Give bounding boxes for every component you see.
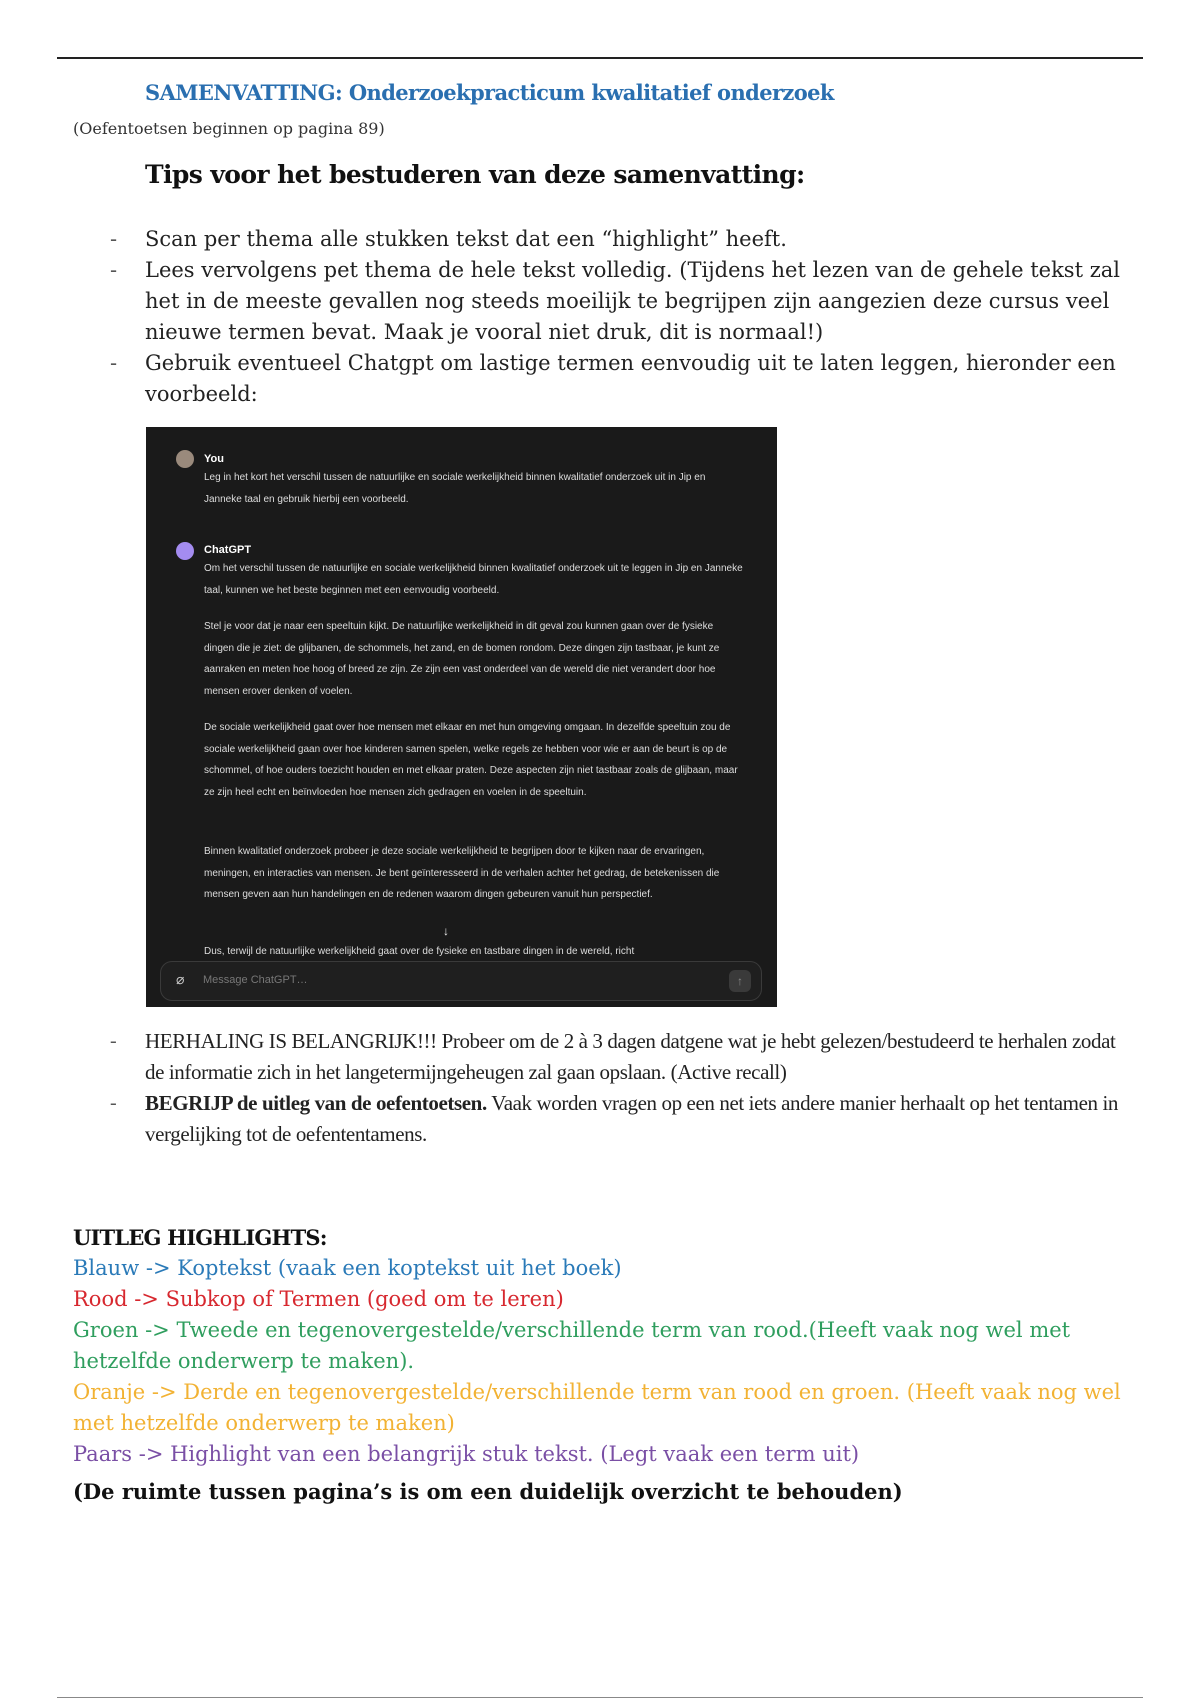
chatgpt-paragraph: Binnen kwalitatief onderzoek probeer je deze sociale werkelijkheid te begrijpen door te kijken naar de ervaringen, meningen, en interacties van mensen. Je bent geïnteresseerd in de verhalen achter het gedrag, de betekenissen die mensen geven aan hun handelingen en de redenen waarom dingen gebeuren vanuit hun perspectief. xyxy=(204,846,720,900)
legend-red: Rood -> Subkop of Termen (goed om te leren) xyxy=(73,1287,564,1311)
bullet-dash: - xyxy=(110,258,118,282)
tip-text: Lees vervolgens pet thema de hele tekst volledig. (Tijdens het lezen van de gehele tekst zal het in de meeste gevallen nog steeds moeilijk te begrijpen zijn aangezien deze cursus veel nieuwe termen bevat. Maak je vooral niet druk, dit is normaal!) xyxy=(145,258,1120,344)
bullet-dash: - xyxy=(110,1030,117,1052)
chatgpt-paragraph: Dus, terwijl de natuurlijke werkelijkheid gaat over de fysieke en tastbare dingen in de wereld, richt xyxy=(204,946,635,957)
chatgpt-paragraph: Om het verschil tussen de natuurlijke en sociale werkelijkheid binnen kwalitatief onderzoek uit te leggen in Jip en Janneke taal, kunnen we het beste beginnen met een eenvoudig voorbeeld. xyxy=(204,563,743,596)
tip-bold-text: BEGRIJP de uitleg van de oefentoetsen. xyxy=(145,1091,487,1115)
practice-test-note: (Oefentoetsen beginnen op pagina 89) xyxy=(73,119,385,138)
tip-item xyxy=(110,224,1135,255)
paperclip-icon[interactable]: ⌀ xyxy=(176,971,185,987)
tip-item xyxy=(110,1088,1135,1150)
legend-heading: UITLEG HIGHLIGHTS: xyxy=(73,1225,327,1250)
bullet-dash: - xyxy=(110,351,118,375)
bottom-rule xyxy=(57,1697,1143,1698)
chatgpt-paragraph: De sociale werkelijkheid gaat over hoe mensen met elkaar en met hun omgeving omgaan. In dezelfde speeltuin zou de sociale werkelijkheid gaan over hoe kinderen samen spelen, welke regels ze hebben voor wie er aan de beurt is op de schommel, of hoe ouders toezicht houden en met elkaar praten. Deze aspecten zijn niet tastbaar zoals de glijbaan, maar ze zijn heel echt en beïnvloeden hoe mensen zich gedragen en voelen in de speeltuin. xyxy=(204,722,738,798)
scroll-down-icon[interactable]: ↓ xyxy=(443,924,449,938)
tip-text: Gebruik eventueel Chatgpt om lastige termen eenvoudig uit te laten leggen, hieronder een voorbeeld: xyxy=(145,351,1116,406)
bullet-dash: - xyxy=(110,1092,117,1114)
tips-list-continued xyxy=(110,1026,1135,1150)
message-placeholder: Message ChatGPT… xyxy=(203,974,308,986)
chatgpt-paragraph: Stel je voor dat je naar een speeltuin kijkt. De natuurlijke werkelijkheid in dit geval zou kunnen gaan over de fysieke dingen die je ziet: de glijbanen, de schommels, het zand, en de bomen rondom. Deze dingen zijn tastbaar, je kunt ze aanraken en meten hoe hoog of breed ze zijn. Ze zijn een vast onderdeel van de wereld die niet verandert door hoe mensen erover denken of voelen. xyxy=(204,621,720,697)
legend-green: Groen -> Tweede en tegenovergestelde/verschillende term van rood.(Heeft vaak nog wel met hetzelfde onderwerp te maken). xyxy=(73,1318,1071,1373)
highlight-legend xyxy=(73,1222,1133,1507)
tip-text xyxy=(145,1088,1135,1150)
tip-item xyxy=(110,1026,1135,1088)
bullet-dash: - xyxy=(110,227,118,251)
legend-purple: Paars -> Highlight van een belangrijk stuk tekst. (Legt vaak een term uit) xyxy=(73,1442,860,1466)
tips-list xyxy=(110,224,1135,410)
tip-item xyxy=(110,255,1135,348)
send-arrow-icon[interactable]: ↑ xyxy=(729,970,751,992)
chatgpt-screenshot xyxy=(146,427,777,1007)
tip-item xyxy=(110,348,1135,410)
tips-heading: Tips voor het bestuderen van deze samenvatting: xyxy=(145,160,805,189)
tip-rest-text: Vaak worden vragen op een net iets andere manier herhaalt op het tentamen in vergelijking tot de oefententamens. xyxy=(145,1091,1119,1146)
top-rule xyxy=(57,57,1143,59)
legend-orange: Oranje -> Derde en tegenovergestelde/verschillende term van rood en groen. (Heeft vaak nog wel met hetzelfde onderwerp te maken) xyxy=(73,1380,1121,1435)
chatgpt-name: ChatGPT xyxy=(204,544,252,556)
page-spacing-note: (De ruimte tussen pagina’s is om een duidelijk overzicht te behouden) xyxy=(73,1479,903,1504)
chatgpt-avatar xyxy=(176,542,194,560)
document-title: SAMENVATTING: Onderzoekpracticum kwalitatief onderzoek xyxy=(145,80,834,105)
tip-text: Scan per thema alle stukken tekst dat een “highlight” heeft. xyxy=(145,227,787,251)
user-avatar xyxy=(176,450,194,468)
message-input[interactable] xyxy=(160,961,762,1001)
user-message: Leg in het kort het verschil tussen de natuurlijke en sociale werkelijkheid binnen kwalitatief onderzoek uit in Jip en Janneke taal en gebruik hierbij een voorbeeld. xyxy=(204,472,706,505)
user-name: You xyxy=(204,453,224,465)
legend-blue: Blauw -> Koptekst (vaak een koptekst uit het boek) xyxy=(73,1256,622,1280)
tip-text: HERHALING IS BELANGRIJK!!! Probeer om de 2 à 3 dagen datgene wat je hebt gelezen/bestudeerd te herhalen zodat de informatie zich in het langetermijngeheugen zal gaan opslaan. (Active recall) xyxy=(145,1029,1116,1084)
